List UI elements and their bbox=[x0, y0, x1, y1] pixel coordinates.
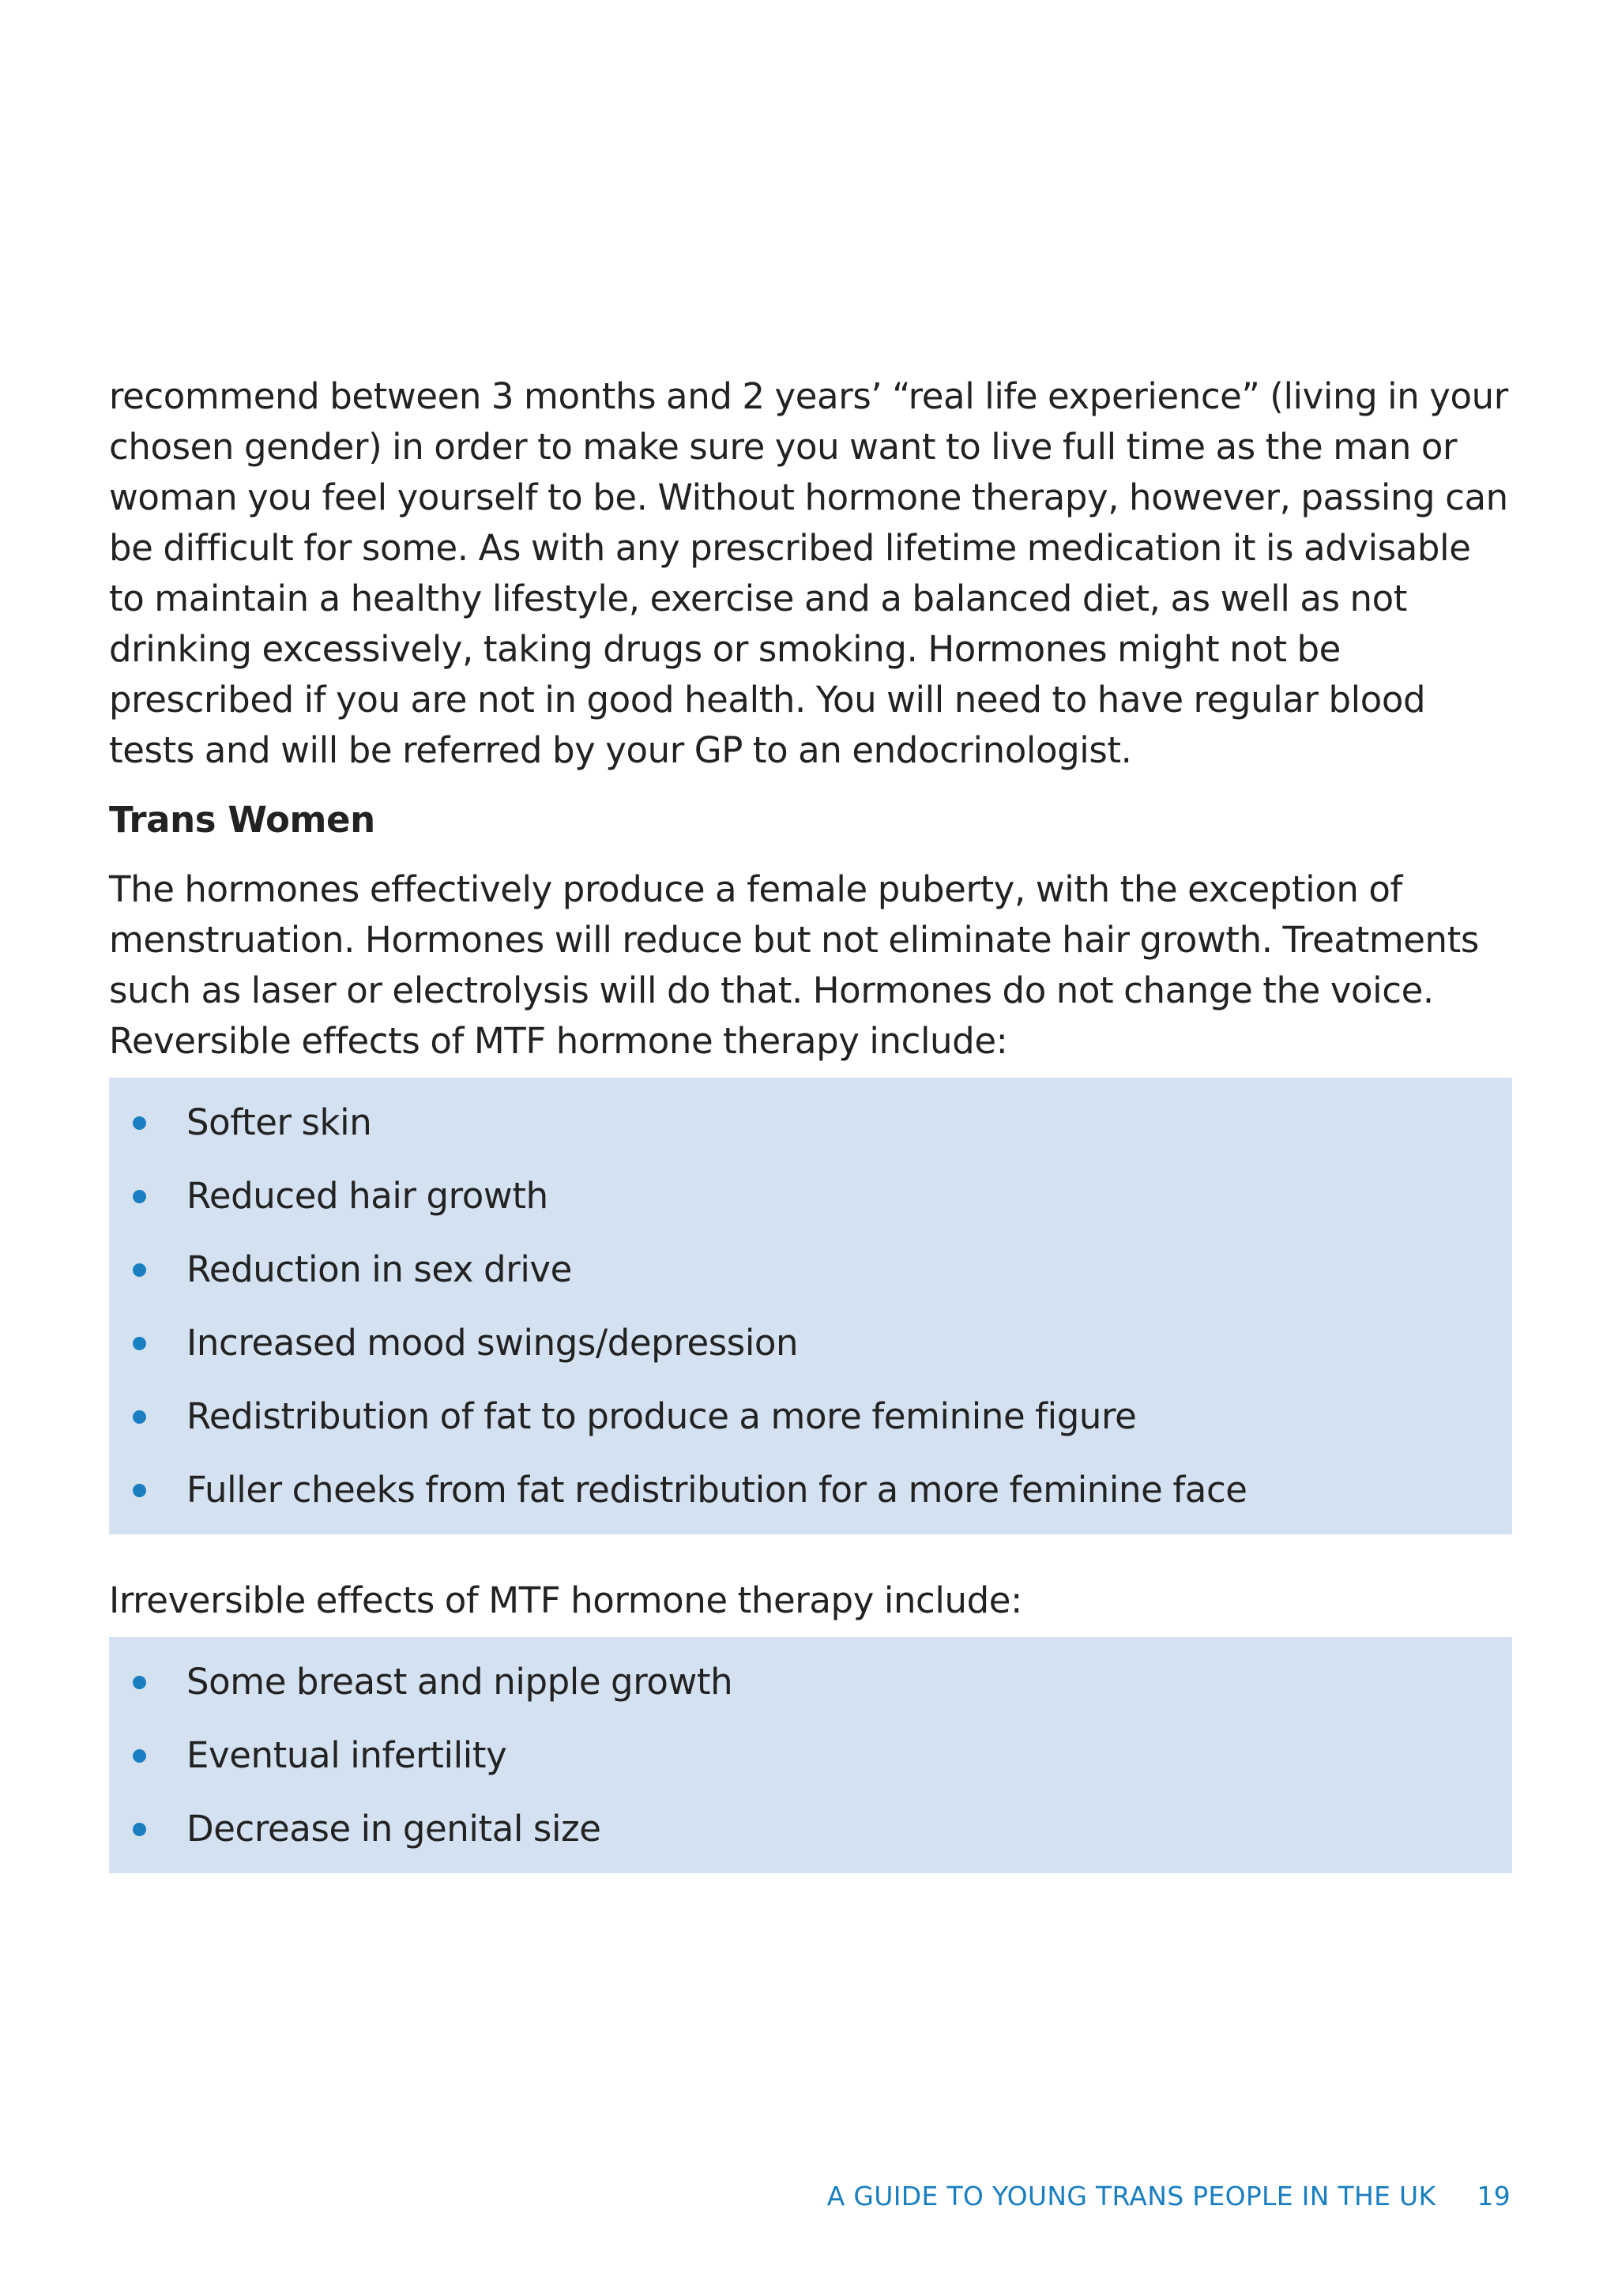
list-item bbox=[109, 1645, 1512, 1718]
list-item-label: Softer skin bbox=[186, 1101, 372, 1143]
reversible-effects-list bbox=[109, 1078, 1512, 1534]
list-item bbox=[109, 1233, 1512, 1306]
list-item bbox=[109, 1086, 1512, 1159]
bullet-icon bbox=[133, 1823, 146, 1836]
list-item-label: Reduced hair growth bbox=[186, 1175, 548, 1217]
list-item bbox=[109, 1453, 1512, 1526]
list-item-label: Increased mood swings/depression bbox=[186, 1322, 799, 1364]
bullet-icon bbox=[133, 1116, 146, 1130]
footer-title: A GUIDE TO YOUNG TRANS PEOPLE IN THE UK bbox=[826, 2181, 1436, 2211]
body-paragraph-3: Irreversible effects of MTF hormone therapy include: bbox=[109, 1579, 1022, 1621]
bullet-icon bbox=[133, 1337, 146, 1350]
list-item-label: Eventual infertility bbox=[186, 1734, 507, 1776]
list-item-label: Fuller cheeks from fat redistribution for a more feminine face bbox=[186, 1469, 1247, 1511]
page-content bbox=[109, 371, 1512, 1873]
bullet-icon bbox=[133, 1676, 146, 1689]
bullet-icon bbox=[133, 1190, 146, 1203]
bullet-icon bbox=[133, 1410, 146, 1424]
page-footer bbox=[827, 2179, 1511, 2214]
list-item bbox=[109, 1379, 1512, 1453]
section-heading-trans-women: Trans Women bbox=[109, 799, 375, 841]
bullet-icon bbox=[133, 1484, 146, 1497]
list-item bbox=[109, 1306, 1512, 1379]
list-item-label: Redistribution of fat to produce a more feminine figure bbox=[186, 1395, 1137, 1437]
body-paragraph-1: recommend between 3 months and 2 years’ “real life experience” (living in your chosen gender) in order to make sure you want to live full time as the man or woman you feel yourself to be. Without hormone therapy, however, passing can be difficult for some. As with any prescribed lifetime medication it is advisable to maintain a healthy lifestyle, exercise and a balanced diet, as well as not drinking excessively, taking drugs or smoking. Hormones might not be prescribed if you are not in good health. You will need to have regular blood tests and will be referred by your GP to an endocrinologist. bbox=[109, 375, 1508, 771]
list-item bbox=[109, 1792, 1512, 1865]
bullet-icon bbox=[133, 1749, 146, 1763]
list-item-label: Decrease in genital size bbox=[186, 1808, 601, 1850]
list-item bbox=[109, 1159, 1512, 1233]
page-number: 19 bbox=[1477, 2181, 1511, 2211]
bullet-icon bbox=[133, 1263, 146, 1277]
list-item-label: Some breast and nipple growth bbox=[186, 1661, 733, 1703]
body-paragraph-2: The hormones effectively produce a female puberty, with the exception of menstruation. Hormones will reduce but not eliminate hair growth. Treatments such as laser or electrolysis will do that. Hormones do not change the voice. Reversible effects of MTF hormone therapy include: bbox=[109, 868, 1479, 1062]
list-item-label: Reduction in sex drive bbox=[186, 1248, 572, 1290]
list-item bbox=[109, 1718, 1512, 1792]
irreversible-effects-list bbox=[109, 1637, 1512, 1873]
